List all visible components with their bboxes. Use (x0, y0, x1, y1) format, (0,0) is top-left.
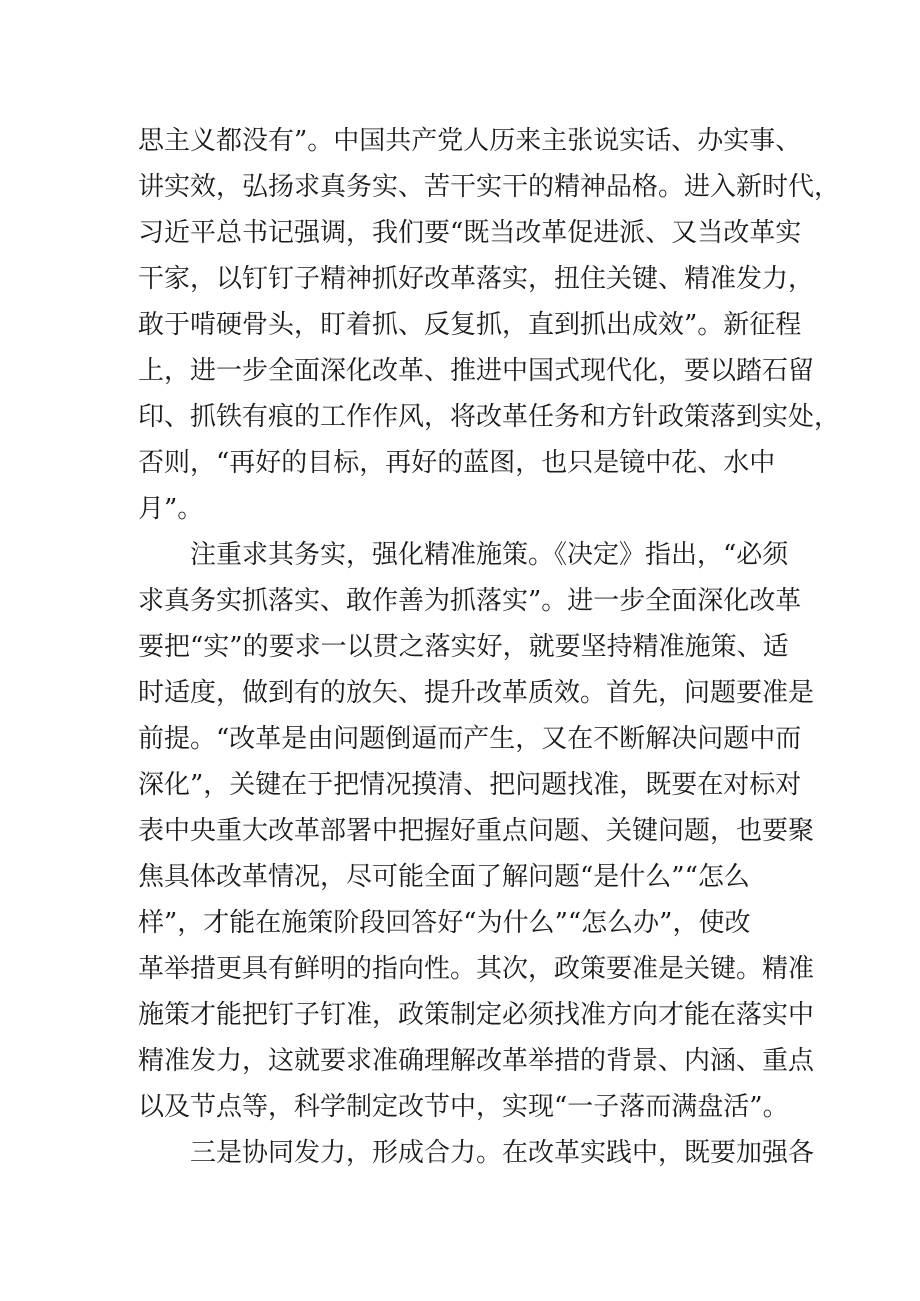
paragraph-start-line: 注重求其务实，强化精准施策。《决定》指出，“必须 (190, 540, 789, 570)
text-line: 施策才能把钉子钉准，政策制定必须找准方向才能在落实中 (138, 1000, 815, 1030)
text-line: 前提。“改革是由问题倒逼而产生，又在不断解决问题中而 (138, 724, 802, 754)
text-line: 思主义都没有”。中国共产党人历来主张说实话、办实事、 (138, 126, 802, 156)
text-line: 月”。 (138, 494, 204, 524)
text-line: 精准发力，这就要求准确理解改革举措的背景、内涵、重点 (138, 1046, 815, 1076)
text-line: 时适度，做到有的放矢、提升改革质效。首先，问题要准是 (138, 678, 815, 708)
text-line: 上，进一步全面深化改革、推进中国式现代化，要以踏石留 (138, 356, 815, 386)
text-line: 要把“实”的要求一以贯之落实好，就要坚持精准施策、适 (138, 632, 789, 662)
text-line: 样”，才能在施策阶段回答好“为什么”“怎么办”，使改 (138, 908, 751, 938)
text-line: 讲实效，弘扬求真务实、苦干实干的精神品格。进入新时代， (138, 172, 841, 202)
text-line: 表中央重大改革部署中把握好重点问题、关键问题，也要聚 (138, 816, 815, 846)
text-line: 敢于啃硬骨头，盯着抓、反复抓，直到抓出成效”。新征程 (138, 310, 802, 340)
text-line: 干家，以钉钉子精神抓好改革落实，扭住关键、精准发力， (138, 264, 815, 294)
text-line: 印、抓铁有痕的工作作风，将改革任务和方针政策落到实处， (138, 402, 841, 432)
text-line: 求真务实抓落实、敢作善为抓落实”。进一步全面深化改革 (138, 586, 802, 616)
text-line: 革举措更具有鲜明的指向性。其次，政策要准是关键。精准 (138, 954, 815, 984)
text-line: 否则，“再好的目标，再好的蓝图，也只是镜中花、水中 (138, 448, 776, 478)
text-line: 以及节点等，科学制定改节中，实现“一子落而满盘活”。 (138, 1092, 789, 1122)
paragraph-start-line: 三是协同发力，形成合力。在改革实践中，既要加强各 (190, 1138, 815, 1168)
text-line: 焦具体改革情况，尽可能全面了解问题“是什么”“怎么 (138, 862, 750, 892)
text-line: 深化”，关键在于把情况摸清、把问题找准，既要在对标对 (138, 770, 802, 800)
text-line: 习近平总书记强调，我们要“既当改革促进派、又当改革实 (138, 218, 802, 248)
